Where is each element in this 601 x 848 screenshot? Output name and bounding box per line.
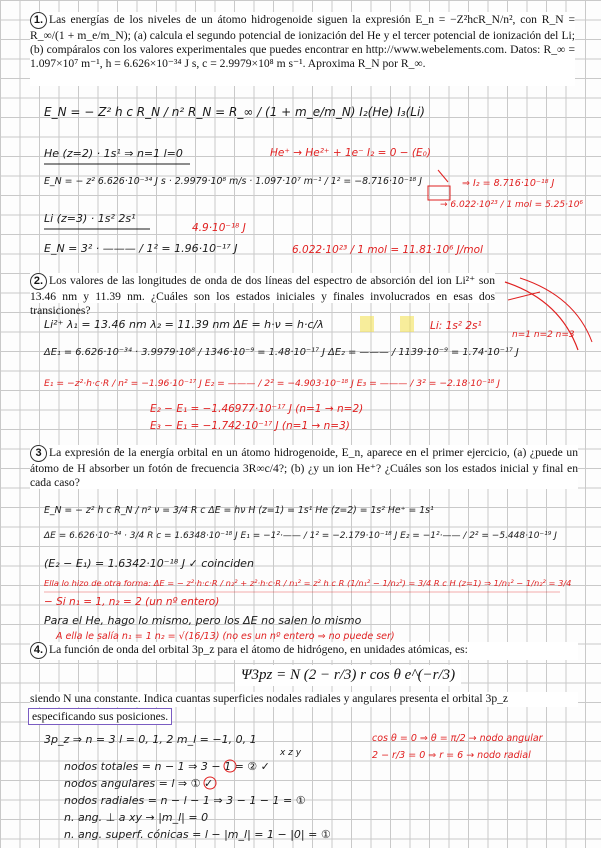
circle-mark (224, 760, 236, 772)
handwriting-line: Ella lo hizo de otra forma: ΔE = − z²·h·c·R / n₂² + z²·h·c·R / n₁² = z² h c R (1/n₁² − 1/n₂²) = 3/4 R c H (z=1) ⇒ 1/n₁² − 1/n₂² = 3/4 (44, 578, 572, 588)
problem-text: Los valores de las longitudes de onda de dos líneas del espectro de absorción del ion Li²⁺ son 13.46 nm y 11.39 nm. ¿Cuáles son los estados iniciales y finales involucrados en esas dos transiciones? (30, 274, 495, 317)
problem-number: 1. (30, 12, 47, 29)
handwriting-line: nodos angulares = l ⇒ ① ✓ (64, 777, 214, 790)
handwriting-line: A ella le salía n₁ = 1 n₂ = √(16/13) (no es un nº entero ⇒ no puede ser) (56, 631, 395, 642)
problem-text: siendo N una constante. Indica cuantas superficies nodales radiales y angulares presenta el orbital 3p_z (30, 692, 509, 705)
level-arc (520, 278, 592, 342)
handwriting-line: E₃ − E₁ = −1.742·10⁻¹⁷ J (n=1 → n=3) (150, 420, 350, 432)
handwriting-line: x z y (280, 748, 302, 758)
handwriting-line: He⁺ → He²⁺ + 1e⁻ I₂ = 0 − (E₀) (270, 147, 431, 159)
handwriting-line: cos θ = 0 ⇒ θ = π/2 → nodo angular (372, 733, 543, 744)
energy-levels-label: n=1 n=2 n=3 (512, 330, 575, 340)
problem-number: 2. (30, 273, 47, 290)
handwriting-line: ⇒ I₂ = 8.716·10⁻¹⁸ J (462, 178, 555, 189)
handwriting-line: n. ang. ⊥ a xy → |m_l| = 0 (64, 811, 209, 824)
handwriting-line: Li²⁺ λ₁ = 13.46 nm λ₂ = 11.39 nm ΔE = h·ν = h·c/λ (44, 318, 324, 331)
handwriting-line: He (z=2) · 1s¹ ⇒ n=1 l=0 (44, 147, 183, 160)
handwriting-line: E_N = − z² 6.626·10⁻³⁴ J s · 2.9979·10⁸ m/s · 1.097·10⁷ m⁻¹ / 1² = −8.716·10⁻¹⁸ J (44, 176, 423, 187)
problem-number: 4. (30, 642, 47, 659)
level-arc (505, 282, 578, 350)
problem-number: 3 (30, 445, 47, 462)
handwriting-line: (E₂ − E₁) = 1.6342·10⁻¹⁸ J ✓ coinciden (44, 557, 254, 570)
handwriting-line: Para el He, hago lo mismo, pero los ΔE no salen lo mismo (44, 614, 362, 627)
handwriting-line: E₂ − E₁ = −1.46977·10⁻¹⁷ J (n=1 → n=2) (150, 403, 364, 415)
problem-text: Las energías de los niveles de un átomo hidrogenoide siguen la expresión E_n = −Z²hcR_N/n², con R_N = R_∞/(1 + m_e/m_N); (a) calcula el segundo potencial de ionización del He y el tercer potencial de ionización del Li; (b) compáralos con los valores experimentales que puedes encontrar en http://www.webelements.com. Datos: R_∞ = 1.097×10⁷ m⁻¹, h = 6.626×10⁻³⁴ J s, c = 2.9979×10⁸ m s⁻¹. Aproxima R_N por R_∞. (30, 13, 575, 70)
highlight-mark (400, 316, 414, 332)
handwriting-line: nodos radiales = n − l − 1 ⇒ 3 − 1 − 1 = ① (64, 794, 306, 807)
handwriting-line: Li (z=3) · 1s² 2s¹ (44, 212, 136, 225)
handwriting-line: 4.9·10⁻¹⁸ J (192, 222, 246, 234)
highlighted-phrase: especificando sus posiciones. (28, 708, 172, 725)
wavefunction-formula: Ψ3pz = N (2 − r/3) r cos θ e^(−r/3) (235, 665, 461, 686)
circle-mark (204, 777, 216, 789)
handwriting-line: n. ang. superf. cónicas = l − |m_l| = 1 − |0| = ① (64, 828, 331, 841)
handwriting-line: E_N = 3² · ——— / 1² = 1.96·10⁻¹⁷ J (44, 242, 238, 255)
handwriting-line: Li: 1s² 2s¹ (430, 320, 482, 332)
handwriting-line: 2 − r/3 = 0 ⇒ r = 6 → nodo radial (372, 750, 531, 761)
handwriting-line: ΔE = 6.626·10⁻³⁴ · 3/4 R c = 1.6348·10⁻¹⁸ J E₁ = −1²·—— / 1² = −2.179·10⁻¹⁸ J E₂ = −1²·—— / 2² = −5.448·10⁻¹⁹ J (44, 531, 557, 541)
problem-text: La expresión de la energía orbital en un átomo hidrogenoide, E_n, aparece en el primer ejercicio, (a) ¿puede un átomo de H absorber un fotón de frecuencia 3R∞c/4?; (b) ¿y un ion He⁺? ¿Cuáles son los estados inicial y final en cada caso? (30, 446, 578, 489)
handwriting-line: E_N = − Z² h c R_N / n² R_N = R_∞ / (1 + m_e/m_N) I₂(He) I₃(Li) (44, 105, 425, 119)
handwriting-line: E₁ = −z²·h·c·R / n² = −1.96·10⁻¹⁷ J E₂ = ——— / 2² = −4.903·10⁻¹⁸ J E₃ = ——— / 3² = −2.18·10⁻¹⁸ J (44, 378, 500, 389)
handwriting-line: E_N = − z² h c R_N / n² ν = 3/4 R c ΔE = hν H (z=1) = 1s¹ He (z=2) = 1s² He⁺ = 1s¹ (44, 505, 434, 516)
handwriting-line: 3p_z ⇒ n = 3 l = 0, 1, 2 m_l = −1, 0, 1 (44, 733, 257, 746)
handwriting-line: 6.022·10²³ / 1 mol = 11.81·10⁶ J/mol (292, 244, 483, 256)
highlight-mark (360, 316, 374, 332)
circle-mark (428, 186, 450, 200)
handwriting-line: → 6.022·10²³ / 1 mol = 5.25·10⁶ (440, 200, 584, 210)
arrow-mark (438, 170, 448, 182)
handwriting-line: ΔE₁ = 6.626·10⁻³⁴ · 3.9979·10⁸ / 1346·10⁻⁹ = 1.48·10⁻¹⁷ J ΔE₂ = ——— / 1139·10⁻⁹ = 1.74·10⁻¹⁷ J (44, 347, 519, 358)
handwriting-line: nodos totales = n − 1 ⇒ 3 − 1 = ② ✓ (64, 760, 270, 773)
handwriting-line: − Si n₁ = 1, n₂ = 2 (un nº entero) (44, 596, 220, 608)
problem-text: La función de onda del orbital 3p_z para el átomo de hidrógeno, en unidades atómicas, es: (49, 643, 468, 656)
